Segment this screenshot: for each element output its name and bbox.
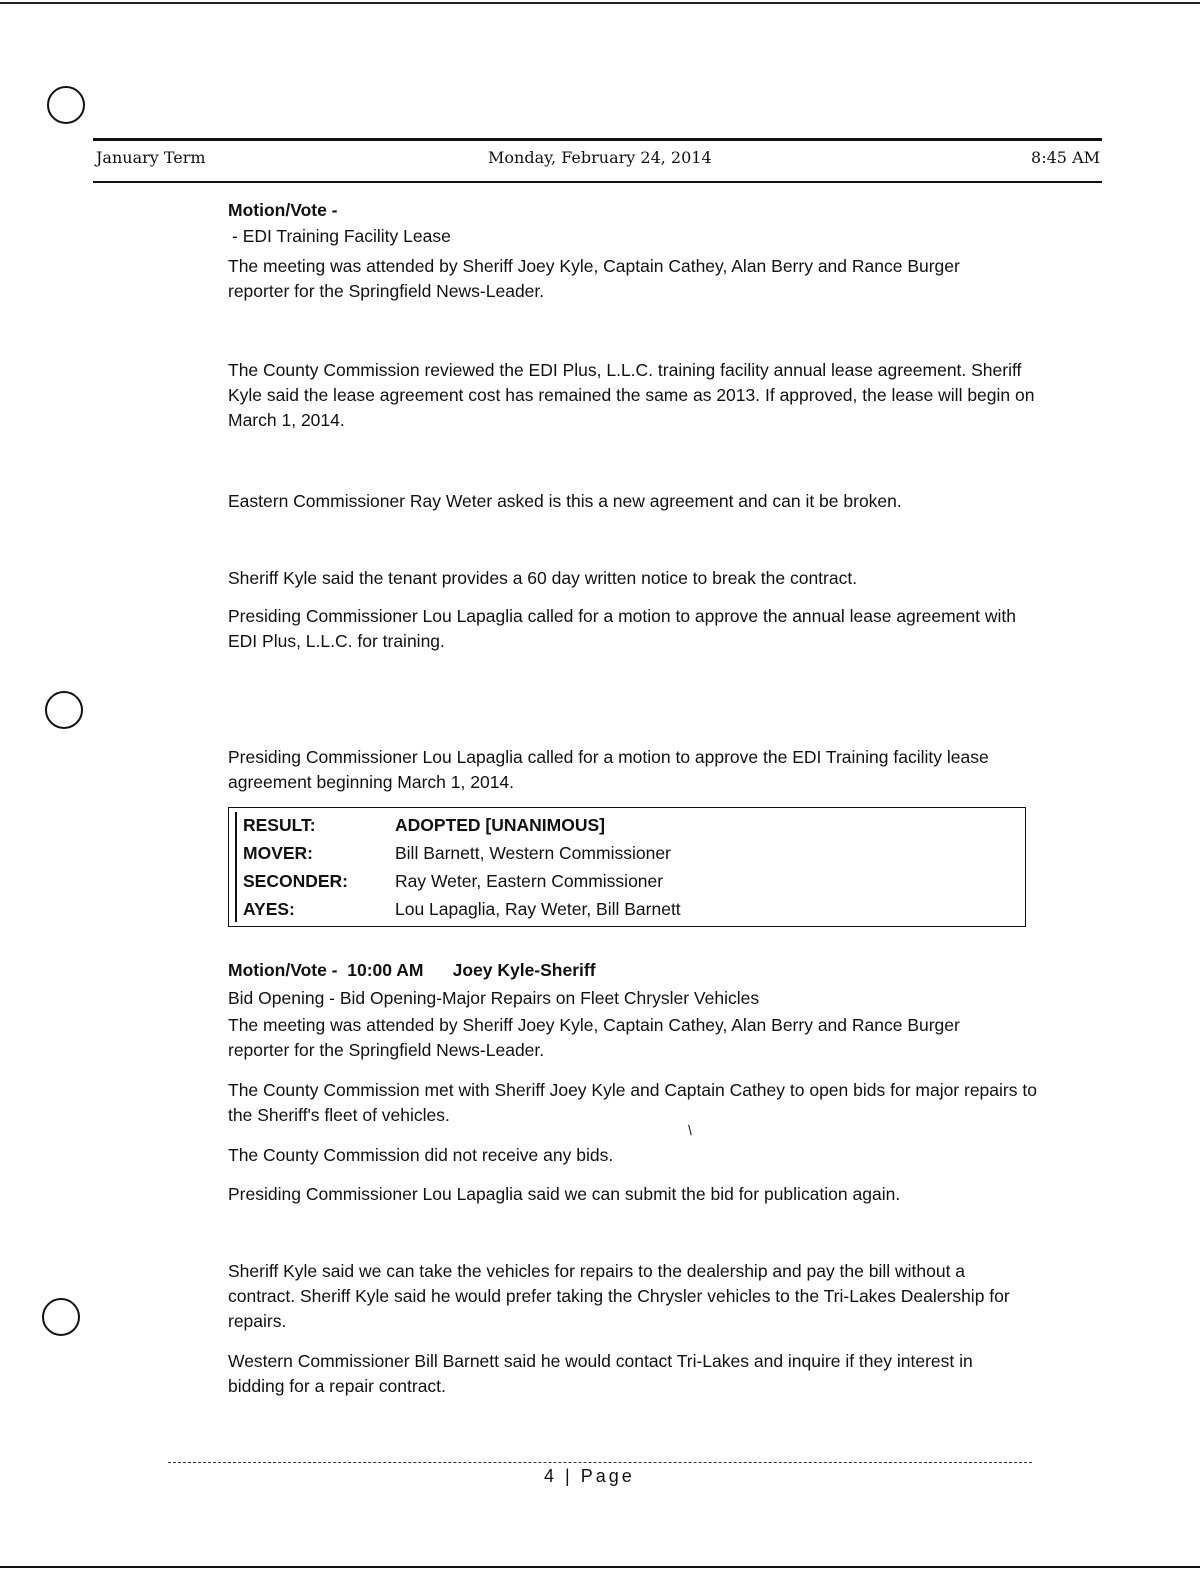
section2-paragraph-tri-lakes: Western Commissioner Bill Barnett said he would contact Tri-Lakes and inquire if they interest in bidding for a repair contract. [228, 1351, 973, 1396]
section1-subheading: - EDI Training Facility Lease [232, 226, 451, 246]
section1-paragraph-notice: Sheriff Kyle said the tenant provides a 60 day written notice to break the contract. [228, 568, 858, 588]
page-number: 4 | Page [544, 1466, 635, 1486]
section1-paragraph-question: Eastern Commissioner Ray Weter asked is this a new agreement and can it be broken. [228, 491, 902, 511]
vote-value: Bill Barnett, Western Commissioner [395, 843, 671, 863]
punch-hole-middle [45, 691, 83, 729]
header-rule-bottom [93, 181, 1102, 183]
vote-label: MOVER: [243, 843, 313, 863]
section1-paragraph-review: The County Commission reviewed the EDI Plus, L.L.C. training facility annual lease agreement. Sheriff Kyle said the lease agreement cost has remained the same as 2013. If approved, the lease will begin on March 1, 2014. [228, 360, 1035, 430]
footer-dashed-rule [168, 1462, 1032, 1463]
header-term: January Term [96, 148, 206, 167]
section2-paragraph-dealership: Sheriff Kyle said we can take the vehicles for repairs to the dealership and pay the bill without a contract. Sheriff Kyle said he would prefer taking the Chrysler vehicles to the Tri-Lakes Dealership for repairs. [228, 1261, 1010, 1331]
header-date: Monday, February 24, 2014 [488, 148, 712, 167]
vote-result-box [228, 807, 1026, 927]
section2-subheading: Bid Opening - Bid Opening-Major Repairs on Fleet Chrysler Vehicles [228, 988, 760, 1008]
section2-attendance: The meeting was attended by Sheriff Joey Kyle, Captain Cathey, Alan Berry and Rance Burger reporter for the Springfield News-Leader. [228, 1015, 960, 1060]
vote-label: SECONDER: [243, 871, 349, 891]
vote-box-divider [235, 812, 237, 922]
vote-value: ADOPTED [UNANIMOUS] [395, 815, 605, 835]
section2-paragraph-bids: The County Commission met with Sheriff Joey Kyle and Captain Cathey to open bids for major repairs to the Sheriff's fleet of vehicles. [228, 1080, 1037, 1125]
section2-paragraph-republish: Presiding Commissioner Lou Lapaglia said we can submit the bid for publication again. [228, 1184, 901, 1204]
scan-top-edge [0, 2, 1200, 4]
section2-paragraph-no-bids: The County Commission did not receive any bids. [228, 1145, 614, 1165]
section1-paragraph-call-motion: Presiding Commissioner Lou Lapaglia called for a motion to approve the annual lease agreement with EDI Plus, L.L.C. for training. [228, 606, 1016, 651]
section1-paragraph-call-motion-2: Presiding Commissioner Lou Lapaglia called for a motion to approve the EDI Training facility lease agreement beginning March 1, 2014. [228, 747, 989, 792]
vote-label: RESULT: [243, 815, 316, 835]
scan-bottom-edge [0, 1566, 1200, 1568]
section2-heading: Motion/Vote - 10:00 AM Joey Kyle-Sheriff [228, 960, 596, 980]
vote-value: Ray Weter, Eastern Commissioner [395, 871, 664, 891]
header-rule-top [93, 138, 1102, 141]
punch-hole-bottom [42, 1298, 80, 1336]
pen-mark: / [684, 1122, 696, 1138]
section1-heading: Motion/Vote - [228, 200, 338, 220]
vote-value: Lou Lapaglia, Ray Weter, Bill Barnett [395, 899, 681, 919]
vote-label: AYES: [243, 899, 295, 919]
section1-attendance: The meeting was attended by Sheriff Joey Kyle, Captain Cathey, Alan Berry and Rance Burger reporter for the Springfield News-Leader. [228, 256, 960, 301]
punch-hole-top [47, 86, 85, 124]
header-time: 8:45 AM [1031, 148, 1100, 167]
